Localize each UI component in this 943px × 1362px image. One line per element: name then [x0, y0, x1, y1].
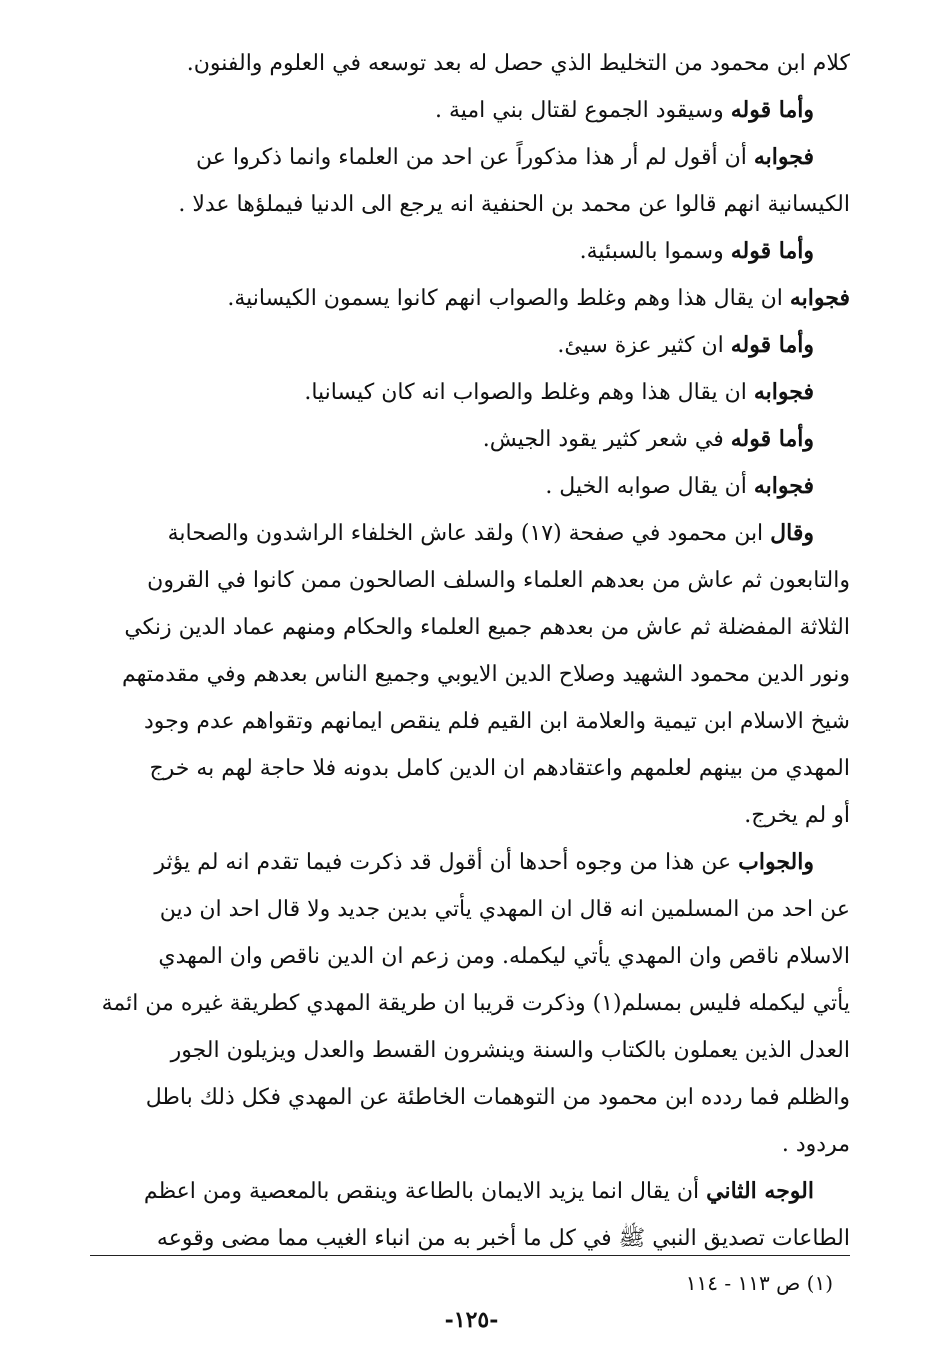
footnote: (١) ص ١١٣ - ١١٤ — [685, 1271, 833, 1295]
text-line — [90, 228, 850, 275]
line-text: ونور الدين محمود الشهيد وصلاح الدين الايوبي وجميع الناس بعدهم وفي مقدمتهم — [122, 662, 850, 687]
text-line — [90, 557, 850, 604]
paragraph — [90, 228, 850, 275]
line-text: أن يقال صوابه الخيل . — [545, 474, 754, 499]
line-text: مردود . — [781, 1132, 850, 1157]
line-text: ابن محمود في صفحة (١٧) ولقد عاش الخلفاء الراشدون والصحابة — [167, 521, 771, 546]
text-line — [90, 792, 850, 839]
paragraph — [90, 322, 850, 369]
text-line — [90, 1168, 850, 1215]
lead-phrase: فجوابه — [753, 379, 814, 405]
paragraph — [90, 510, 850, 839]
text-line — [90, 1121, 850, 1168]
paragraph — [90, 40, 850, 87]
line-text: الطاعات تصديق النبي ﷺ في كل ما أخبر به من انباء الغيب مما مضى وقوعه — [156, 1226, 850, 1251]
text-line — [90, 933, 850, 980]
body-text — [90, 40, 850, 1262]
line-text: وسيقود الجموع لقتال بني امية . — [434, 98, 731, 123]
text-line — [90, 369, 850, 416]
text-line — [90, 322, 850, 369]
text-line — [90, 980, 850, 1027]
line-text: عن هذا من وجوه أحدها أن أقول قد ذكرت فيما تقدم انه لم يؤثر — [154, 850, 739, 875]
text-line — [90, 416, 850, 463]
line-text: ان يقال هذا وهم وغلط والصواب انهم كانوا يسمون الكيسانية. — [227, 286, 790, 311]
text-line — [90, 134, 850, 181]
text-line — [90, 886, 850, 933]
line-text: الاسلام ناقص وان المهدي يأتي ليكمله. ومن زعم ان الدين ناقص وان المهدي — [158, 944, 850, 969]
line-text: الثلاثة المفضلة ثم عاش من بعدهم جميع العلماء والحكام ومنهم عماد الدين زنكي — [124, 615, 850, 640]
text-line — [90, 651, 850, 698]
footnote-separator — [90, 1255, 850, 1256]
text-line — [90, 510, 850, 557]
lead-phrase: والجواب — [738, 849, 814, 875]
line-text: المهدي من بينهم لعلمهم واعتقادهم ان الدين كامل بدونه فلا حاجة لهم به خرج — [149, 756, 850, 781]
paragraph — [90, 463, 850, 510]
text-line — [90, 839, 850, 886]
lead-phrase: وأما قوله — [730, 97, 814, 123]
text-line — [90, 181, 850, 228]
line-text: الكيسانية انهم قالوا عن محمد بن الحنفية انه يرجع الى الدنيا فيملؤها عدلا . — [178, 192, 850, 217]
line-text: وسموا بالسبئية. — [579, 239, 731, 264]
text-line — [90, 87, 850, 134]
lead-phrase: وأما قوله — [730, 426, 814, 452]
line-text: أن يقال انما يزيد الايمان بالطاعة وينقص بالمعصية ومن اعظم — [143, 1179, 707, 1204]
line-text: أن أقول لم أر هذا مذكوراً عن احد من العلماء وانما ذكروا عن — [196, 145, 754, 170]
paragraph — [90, 369, 850, 416]
line-text: ان كثير عزة سيئ. — [557, 333, 731, 358]
line-text: شيخ الاسلام ابن تيمية والعلامة ابن القيم فلم ينقص ايمانهم وتقواهم عدم وجود — [143, 709, 850, 734]
text-line — [90, 1027, 850, 1074]
lead-phrase: فجوابه — [789, 285, 850, 311]
line-text: والظلم فما ردده ابن محمود من التوهمات الخاطئة عن المهدي فكل ذلك باطل — [145, 1085, 850, 1110]
text-line — [90, 275, 850, 322]
lead-phrase: فجوابه — [753, 144, 814, 170]
line-text: العدل الذين يعملون بالكتاب والسنة وينشرون القسط والعدل ويزيلون الجور — [170, 1038, 850, 1063]
paragraph — [90, 1168, 850, 1262]
text-line — [90, 463, 850, 510]
line-text: يأتي ليكمله فليس بمسلم(١) وذكرت قريبا ان طريقة المهدي كطريقة غيره من ائمة — [101, 991, 850, 1016]
line-text: في شعر كثير يقود الجيش. — [482, 427, 731, 452]
text-line — [90, 745, 850, 792]
line-text: أو لم يخرج. — [744, 803, 850, 828]
text-line — [90, 40, 850, 87]
paragraph — [90, 87, 850, 134]
text-line — [90, 604, 850, 651]
line-text: كلام ابن محمود من التخليط الذي حصل له بعد توسعه في العلوم والفنون. — [186, 51, 850, 76]
lead-phrase: وأما قوله — [730, 238, 814, 264]
paragraph — [90, 839, 850, 1168]
lead-phrase: فجوابه — [753, 473, 814, 499]
line-text: والتابعون ثم عاش من بعدهم العلماء والسلف الصالحون ممن كانوا في القرون — [147, 568, 850, 593]
text-line — [90, 698, 850, 745]
text-line — [90, 1074, 850, 1121]
line-text: ان يقال هذا وهم وغلط والصواب انه كان كيسانيا. — [304, 380, 754, 405]
paragraph — [90, 416, 850, 463]
lead-phrase: وأما قوله — [730, 332, 814, 358]
page-number: -١٢٥- — [444, 1307, 499, 1333]
paragraph — [90, 275, 850, 322]
paragraph — [90, 134, 850, 228]
lead-phrase: الوجه الثاني — [706, 1178, 814, 1204]
line-text: عن احد من المسلمين انه قال ان المهدي يأتي بدين جديد ولا قال احد ان دين — [159, 897, 850, 922]
lead-phrase: وقال — [770, 520, 814, 546]
